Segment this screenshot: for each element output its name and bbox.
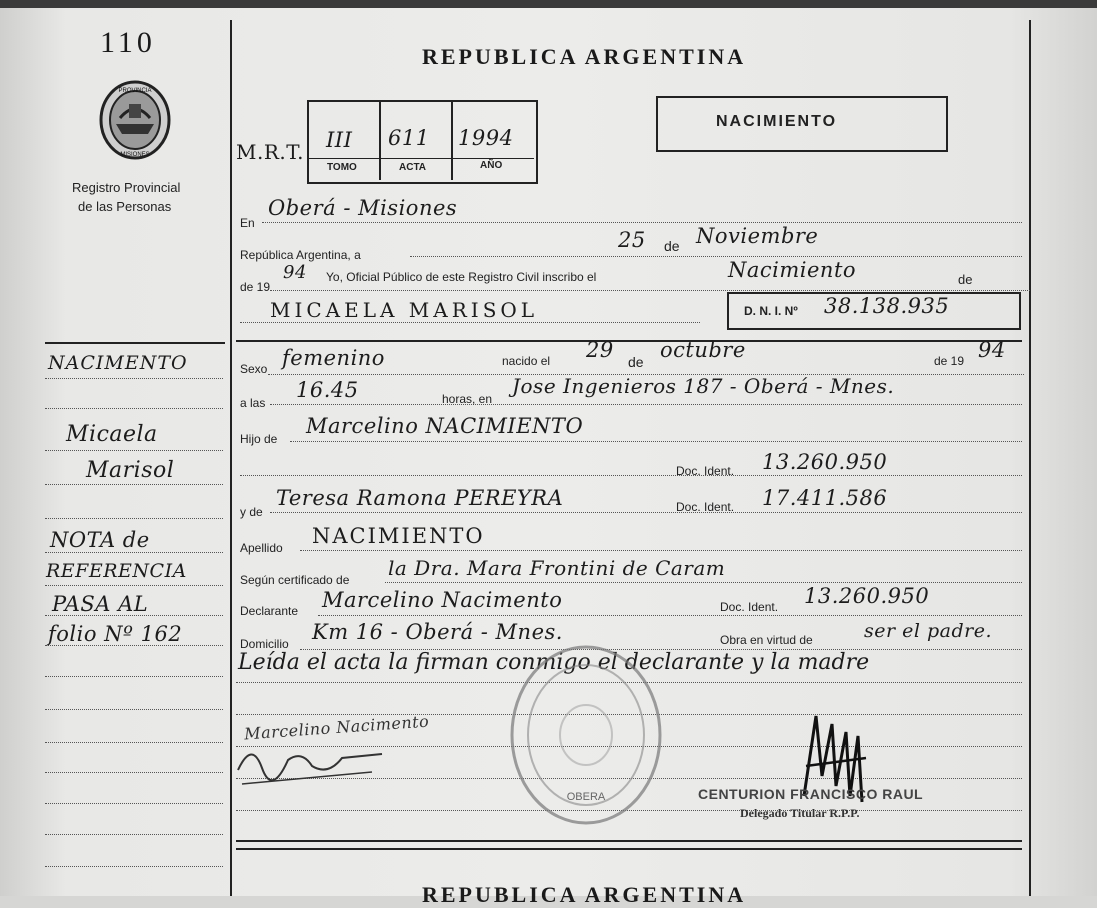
official-name: CENTURION FRANCISCO RAUL: [698, 786, 924, 802]
de19-label: de 19: [240, 280, 271, 294]
reference-note-line-2: REFERENCIA: [46, 560, 187, 582]
apellido-value: NACIMIENTO: [312, 524, 485, 548]
birth-year-value: 94: [978, 338, 1006, 362]
registry-stamp-icon: [506, 640, 666, 830]
left-rule: [45, 742, 223, 743]
father-name-value: Marcelino NACIMIENTO: [306, 414, 584, 438]
left-rule: [45, 772, 223, 773]
declarante-doc-label: Doc. Ident.: [720, 600, 779, 614]
inscribo-label: Yo, Oficial Público de este Registro Civil inscribo el: [326, 270, 597, 284]
folio-number: 110: [100, 26, 156, 59]
segun-label: Según certificado de: [240, 573, 350, 587]
tomo-value: III: [326, 128, 353, 152]
left-header-divider: [45, 342, 225, 344]
left-rule: [45, 552, 223, 553]
reference-note-line-1: NOTA de: [50, 528, 150, 552]
obra-label: Obra en virtud de: [720, 633, 813, 647]
registry-name-line-1: Registro Provincial: [72, 180, 181, 195]
field-line: [410, 256, 1022, 257]
field-line: [240, 475, 1022, 476]
left-rule: [45, 709, 223, 710]
inscribo-value: Nacimiento: [728, 258, 857, 282]
declarante-doc-value: 13.260.950: [804, 584, 930, 608]
field-line: [300, 550, 1022, 551]
en-label: En: [240, 216, 255, 230]
yde-label: y de: [240, 505, 263, 519]
obra-value: ser el padre.: [864, 620, 992, 642]
mrt-divider: [379, 102, 381, 180]
ano-label: AÑO: [480, 160, 503, 171]
registry-name-line-2: de las Personas: [78, 199, 172, 214]
birth-month-value: octubre: [660, 338, 746, 362]
reg-year-value: 94: [283, 262, 307, 283]
left-given-name-1: Micaela: [66, 422, 158, 447]
birth-place-value: Jose Ingenieros 187 - Oberá - Mnes.: [512, 374, 895, 398]
birth-de-label: de: [628, 354, 644, 370]
acta-value: 611: [388, 126, 430, 150]
reference-note-line-3: PASA AL: [52, 592, 149, 616]
left-given-name-2: Marisol: [86, 458, 175, 483]
day-value: 25: [618, 228, 646, 252]
hour-value: 16.45: [296, 378, 359, 402]
country-title: REPUBLICA ARGENTINA: [422, 44, 747, 69]
section-rule: [236, 340, 1022, 342]
horas-label: horas, en: [442, 392, 493, 406]
next-record-title: REPUBLICA ARGENTINA: [422, 882, 747, 907]
seal-top-text: PROVINCIA: [118, 88, 152, 94]
left-rule: [45, 408, 223, 409]
place-value: Oberá - Misiones: [268, 196, 458, 220]
de-label: de: [664, 238, 680, 254]
republica-label: República Argentina, a: [240, 248, 361, 262]
ano-value: 1994: [458, 126, 514, 150]
domicilio-value: Km 16 - Oberá - Mnes.: [312, 620, 563, 644]
segun-value: la Dra. Mara Frontini de Caram: [388, 556, 726, 580]
birth-year-label: de 19: [934, 354, 965, 368]
record-type-title: NACIMIENTO: [716, 113, 838, 130]
mother-name-value: Teresa Ramona PEREYRA: [276, 486, 564, 510]
acta-label: ACTA: [399, 162, 427, 173]
left-surname: NACIMENTO: [48, 352, 188, 374]
apellido-label: Apellido: [240, 541, 283, 555]
page-top-edge: [0, 0, 1097, 8]
left-rule: [45, 518, 223, 519]
left-rule: [45, 834, 223, 835]
domicilio-label: Domicilio: [240, 637, 289, 651]
declarante-value: Marcelino Nacimento: [322, 588, 563, 612]
nacido-label: nacido el: [502, 354, 551, 368]
provincial-seal-icon: [96, 78, 174, 166]
left-rule: [45, 866, 223, 867]
declarante-label: Declarante: [240, 604, 299, 618]
left-rule: [45, 585, 223, 586]
section-rule: [236, 840, 1022, 842]
birth-day-value: 29: [586, 338, 614, 362]
official-title: Delegado Titular R.P.P.: [740, 806, 860, 820]
declarant-signature-scribble-icon: [232, 730, 412, 790]
left-rule: [45, 676, 223, 677]
left-rule: [45, 484, 223, 485]
mrt-divider: [451, 102, 453, 180]
declarant-signature: Marcelino Nacimento: [243, 711, 430, 744]
dni-value: 38.138.935: [824, 294, 950, 318]
de-end-label: de: [958, 272, 973, 287]
dni-label: D. N. I. Nº: [744, 304, 798, 318]
field-line: [240, 322, 700, 323]
field-line: [290, 441, 1022, 442]
left-rule: [45, 450, 223, 451]
left-rule: [45, 378, 223, 379]
full-name-value: MICAELA MARISOL: [270, 298, 539, 322]
tomo-label: TOMO: [327, 162, 357, 173]
mrt-label: M.R.T.: [236, 140, 305, 164]
field-line: [270, 404, 1022, 405]
reference-note-line-4: folio Nº 162: [48, 622, 183, 646]
mrt-label-rule: [309, 158, 534, 159]
mother-doc-value: 17.411.586: [762, 486, 888, 510]
sexo-label: Sexo: [240, 362, 268, 376]
seal-bottom-text: MISIONES: [120, 152, 150, 158]
field-line: [262, 222, 1022, 223]
month-value: Noviembre: [696, 224, 819, 248]
right-margin-rule: [1029, 20, 1031, 896]
field-line: [270, 512, 1022, 513]
alas-label: a las: [240, 396, 266, 410]
father-doc-value: 13.260.950: [762, 450, 888, 474]
sexo-value: femenino: [282, 346, 385, 370]
left-rule: [45, 803, 223, 804]
field-line: [318, 615, 1022, 616]
hijo-label: Hijo de: [240, 432, 278, 446]
field-line: [385, 582, 1022, 583]
father-doc-label: Doc. Ident.: [676, 464, 735, 478]
stamp-bottom-text: OBERA: [566, 791, 606, 803]
leida-text: Leída el acta la firman conmigo el declarante y la madre: [238, 650, 870, 675]
mother-doc-label: Doc. Ident.: [676, 500, 735, 514]
section-rule: [236, 848, 1022, 850]
field-line: [270, 290, 1030, 291]
